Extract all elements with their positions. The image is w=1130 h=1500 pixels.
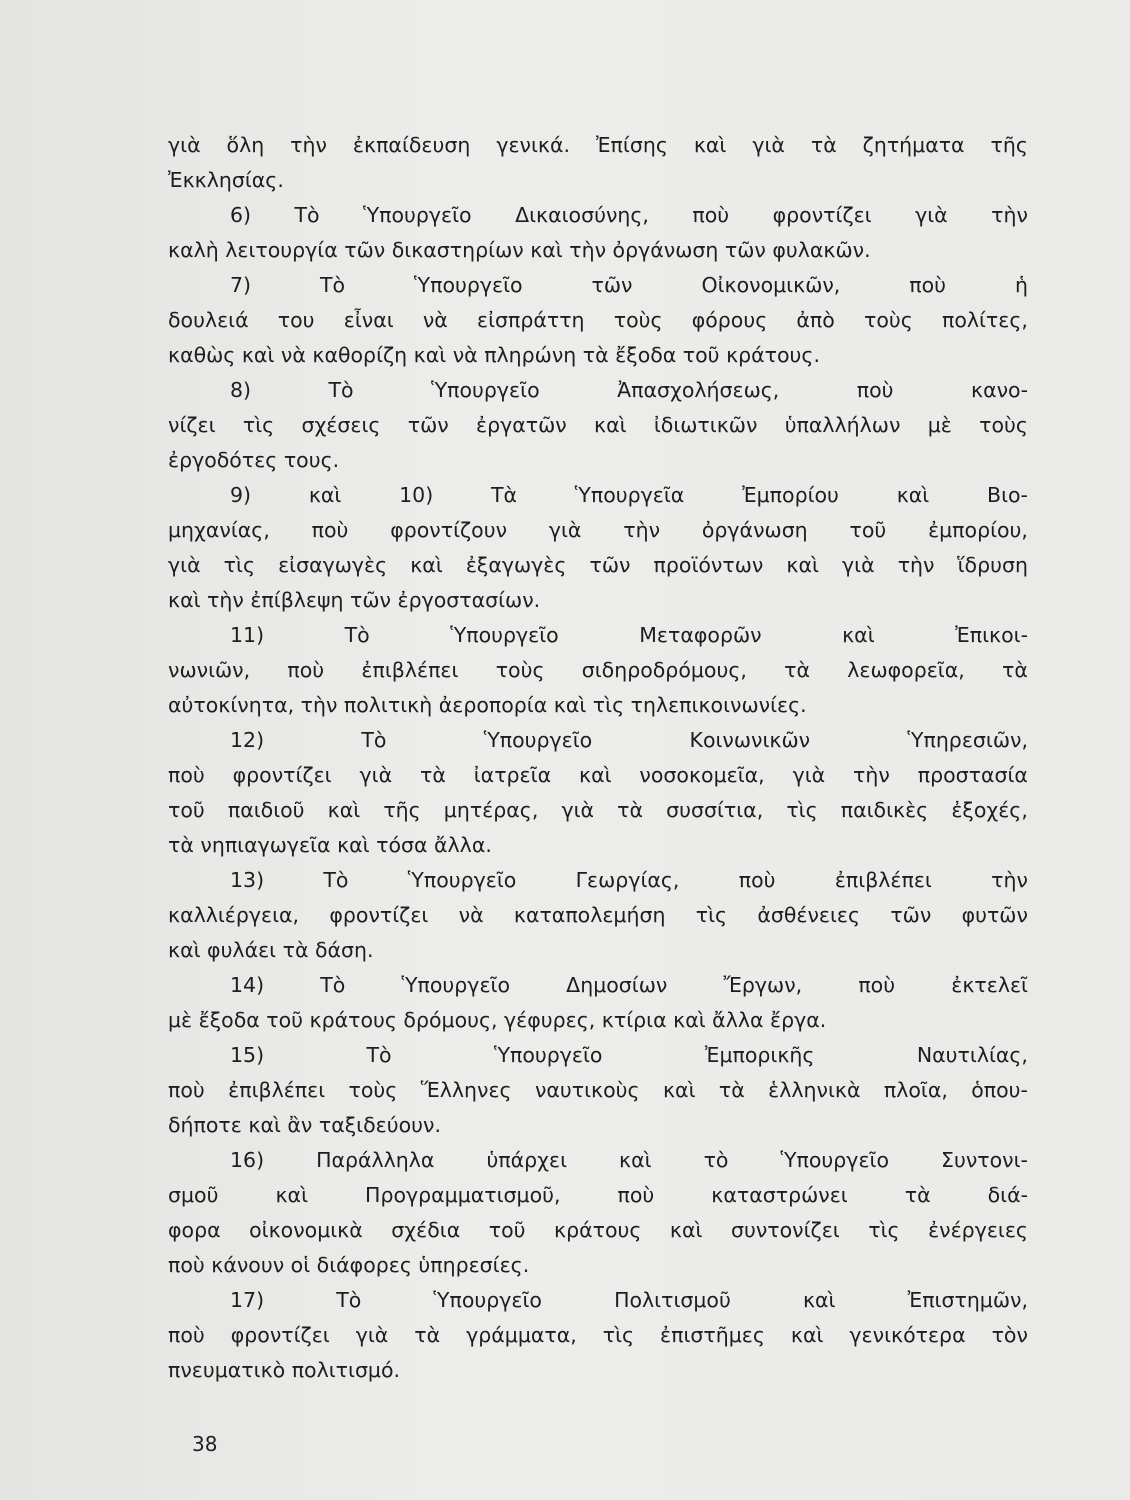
word: ἰδιωτικῶν xyxy=(653,413,758,437)
word: ποὺ xyxy=(311,518,349,542)
word: Τὸ xyxy=(366,1043,392,1067)
word: φροντίζει xyxy=(329,903,429,927)
word: ποὺ xyxy=(909,273,947,297)
word: καὶ xyxy=(578,763,612,787)
word: Ὑπουργεῖο xyxy=(407,868,517,892)
word: ὀργάνωση xyxy=(701,518,808,542)
word: τοὺς xyxy=(348,1078,398,1102)
word: τὶς xyxy=(242,413,275,437)
word: Τὸ xyxy=(320,273,346,297)
word: 12) xyxy=(230,728,265,752)
text-line xyxy=(168,618,1028,653)
word: τῶν xyxy=(591,273,633,297)
word: Συντονι- xyxy=(941,1148,1028,1172)
text-line xyxy=(168,758,1028,793)
word: γενικά. xyxy=(496,133,571,157)
word: γιὰ xyxy=(561,798,595,822)
word: Ὑπουργεῖα xyxy=(574,483,685,507)
word: ἀσθένειες xyxy=(757,903,861,927)
word: τῶν xyxy=(890,903,932,927)
word: καὶ xyxy=(410,553,443,577)
word: τῆς xyxy=(383,798,421,822)
text-line xyxy=(168,268,1028,303)
body-text xyxy=(168,128,1028,1388)
text-line xyxy=(168,1073,1028,1108)
word: καὶ xyxy=(327,798,361,822)
word: Ὑπουργεῖο xyxy=(493,1043,603,1067)
text-line xyxy=(168,793,1028,828)
text-line xyxy=(168,1143,1028,1178)
word: Τὸ xyxy=(361,728,387,752)
word: Δικαιοσύνης, xyxy=(515,203,649,227)
word: πολίτες, xyxy=(941,308,1028,332)
word: ὑπαλλήλων xyxy=(784,413,901,437)
word: 8) xyxy=(230,378,252,402)
word: σμοῦ xyxy=(168,1183,219,1207)
word: τοὺς xyxy=(495,658,545,682)
word: τοῦ xyxy=(488,1218,526,1242)
text-line xyxy=(168,898,1028,933)
text-line xyxy=(168,863,1028,898)
word: ἵδρυση xyxy=(957,553,1028,577)
word: νὰ xyxy=(458,903,484,927)
word: λεωφορεῖα, xyxy=(847,658,965,682)
word: Ἐμπορικῆς xyxy=(704,1043,815,1067)
word: Ὑπουργεῖο xyxy=(433,1288,542,1312)
word: Οἰκονομικῶν, xyxy=(701,273,841,297)
text-line xyxy=(168,198,1028,233)
word: Μεταφορῶν xyxy=(639,623,762,647)
word: ποὺ xyxy=(738,868,776,892)
word: ἐξαγωγὲς xyxy=(465,553,567,577)
word: ὁπου- xyxy=(971,1078,1028,1102)
word: ἐπιβλέπει xyxy=(228,1078,326,1102)
word: νωνιῶν, xyxy=(168,658,251,682)
word: γιὰ xyxy=(548,518,582,542)
word: καὶ xyxy=(786,553,819,577)
word: ποὺ xyxy=(287,658,325,682)
word: γράμματα, xyxy=(466,1323,577,1347)
word: ἐπιβλέπει xyxy=(361,658,459,682)
text-line: αὐτοκίνητα, τὴν πολιτικὴ ἀεροπορία καὶ τὶς τηλεπικοινωνίες. xyxy=(168,693,807,717)
word: δουλειά xyxy=(168,308,249,332)
word: τὸν xyxy=(991,1323,1028,1347)
word: τὰ xyxy=(718,1078,745,1102)
word: ἀπὸ xyxy=(796,308,835,332)
word: ἐνέργειες xyxy=(928,1218,1028,1242)
text-line xyxy=(168,1178,1028,1213)
word: φορα xyxy=(168,1218,221,1242)
word: Βιο- xyxy=(987,483,1028,507)
word: καταστρώνει xyxy=(711,1183,848,1207)
word: μηχανίας, xyxy=(168,518,270,542)
word: καὶ xyxy=(662,1078,696,1102)
word: φροντίζουν xyxy=(390,518,508,542)
word: καὶ xyxy=(669,1218,703,1242)
word: τῆς xyxy=(990,133,1028,157)
word: ποὺ xyxy=(168,763,205,787)
word: τὰ xyxy=(1002,658,1028,682)
text-line xyxy=(168,1283,1028,1318)
word: τὸ xyxy=(703,1148,729,1172)
word: Ὑπουργεῖο xyxy=(431,378,540,402)
text-line xyxy=(168,723,1028,758)
word: οἰκονομικὰ xyxy=(249,1218,363,1242)
word: γιὰ xyxy=(842,553,875,577)
word: ζητήματα xyxy=(862,133,965,157)
word: Κοινωνικῶν xyxy=(689,728,811,752)
word: Ἔργων, xyxy=(723,973,803,997)
text-line xyxy=(168,513,1028,548)
word: συντονίζει xyxy=(730,1218,840,1242)
word: καὶ xyxy=(842,623,875,647)
word: ποὺ xyxy=(617,1183,655,1207)
text-line xyxy=(168,1213,1028,1248)
word: καὶ xyxy=(308,483,342,507)
word: τοῦ xyxy=(168,798,205,822)
word: Γεωργίας, xyxy=(575,868,680,892)
word: φυτῶν xyxy=(961,903,1028,927)
word: 14) xyxy=(230,973,265,997)
text-line xyxy=(168,303,1028,338)
text-line xyxy=(168,1038,1028,1073)
word: προστασία xyxy=(917,763,1028,787)
word: Τὸ xyxy=(294,203,320,227)
word: Ὑπουργεῖο xyxy=(780,1148,890,1172)
word: Ὑπουργεῖο xyxy=(401,973,511,997)
word: τὰ xyxy=(810,133,837,157)
text-line: δήποτε καὶ ἂν ταξιδεύουν. xyxy=(168,1113,441,1137)
word: τὰ xyxy=(784,658,810,682)
word: πλοῖα, xyxy=(883,1078,948,1102)
word: ἐπιστῆμες xyxy=(660,1323,765,1347)
word: 16) xyxy=(230,1148,265,1172)
word: Τὸ xyxy=(320,973,346,997)
word: σιδηροδρόμους, xyxy=(581,658,747,682)
word: ἐμπορίου, xyxy=(928,518,1028,542)
text-line: καὶ φυλάει τὰ δάση. xyxy=(168,938,374,962)
word: προϊόντων xyxy=(653,553,764,577)
word: 6) xyxy=(230,203,252,227)
word: Τὸ xyxy=(344,623,370,647)
word: Ὑπηρεσιῶν, xyxy=(907,728,1028,752)
text-line: καλὴ λειτουργία τῶν δικαστηρίων καὶ τὴν ὀργάνωση τῶν φυλακῶν. xyxy=(168,238,871,262)
word: Ὑπουργεῖο xyxy=(450,623,559,647)
word: 17) xyxy=(230,1288,265,1312)
word: Δημοσίων xyxy=(566,973,668,997)
word: ποὺ xyxy=(168,1323,205,1347)
word: 15) xyxy=(230,1043,265,1067)
word: ναυτικοὺς xyxy=(534,1078,640,1102)
word: Ναυτιλίας, xyxy=(916,1043,1028,1067)
word: καὶ xyxy=(275,1183,309,1207)
word: ὅλη xyxy=(226,133,265,157)
text-line: Ἐκκλησίας. xyxy=(168,168,284,192)
text-line xyxy=(168,128,1028,163)
word: Τὰ xyxy=(490,483,518,507)
word: Ἀπασχολήσεως, xyxy=(617,378,780,402)
word: τοὺς xyxy=(864,308,913,332)
word: ἐργατῶν xyxy=(476,413,567,437)
text-line: ποὺ κάνουν οἱ διάφορες ὑπηρεσίες. xyxy=(168,1253,530,1277)
word: παιδικὲς xyxy=(840,798,929,822)
word: τὰ xyxy=(420,763,446,787)
word: τὶς xyxy=(695,903,728,927)
word: του xyxy=(277,308,315,332)
word: παιδιοῦ xyxy=(227,798,305,822)
word: διά- xyxy=(987,1183,1028,1207)
word: τὴν xyxy=(991,868,1028,892)
word: Ἕλληνες xyxy=(420,1078,512,1102)
word: μὲ xyxy=(927,413,952,437)
word: τὶς xyxy=(602,1323,635,1347)
word: εἰσπράττη xyxy=(477,308,585,332)
word: σχέδια xyxy=(391,1218,461,1242)
word: 7) xyxy=(230,273,252,297)
word: νὰ xyxy=(422,308,448,332)
text-line xyxy=(168,653,1028,688)
word: γιὰ xyxy=(359,763,393,787)
text-line xyxy=(168,373,1028,408)
word: Τὸ xyxy=(328,378,354,402)
word: τὶς xyxy=(786,798,818,822)
word: ἑλληνικὰ xyxy=(768,1078,861,1102)
word: ἐκτελεῖ xyxy=(951,973,1028,997)
word: φροντίζει xyxy=(772,203,872,227)
text-line: καθὼς καὶ νὰ καθορίζη καὶ νὰ πληρώνη τὰ ἔξοδα τοῦ κράτους. xyxy=(168,343,820,367)
word: Πολιτισμοῦ xyxy=(614,1288,731,1312)
word: Ἐμπορίου xyxy=(742,483,839,507)
word: Ἐπιστημῶν, xyxy=(907,1288,1028,1312)
word: τὴν xyxy=(290,133,327,157)
word: συσσίτια, xyxy=(666,798,764,822)
word: καὶ xyxy=(790,1323,824,1347)
text-line: καὶ τὴν ἐπίβλεψη τῶν ἐργοστασίων. xyxy=(168,588,541,612)
word: τὴν xyxy=(853,763,890,787)
word: ποὺ xyxy=(692,203,730,227)
word: καὶ xyxy=(802,1288,836,1312)
text-line xyxy=(168,408,1028,443)
word: φόρους xyxy=(691,308,768,332)
text-line: μὲ ἔξοδα τοῦ κράτους δρόμους, γέφυρες, κτίρια καὶ ἄλλα ἔργα. xyxy=(168,1008,827,1032)
word: ἐκπαίδευση xyxy=(352,133,471,157)
word: νίζει xyxy=(168,413,216,437)
word: τὶς xyxy=(223,553,255,577)
word: γιὰ xyxy=(168,133,201,157)
word: Ἐπίσης xyxy=(595,133,668,157)
word: 11) xyxy=(230,623,265,647)
word: Ὑπουργεῖο xyxy=(363,203,472,227)
text-line xyxy=(168,548,1028,583)
word: ἡ xyxy=(1014,273,1028,297)
word: τὴν xyxy=(897,553,935,577)
word: τὰ xyxy=(414,1323,441,1347)
word: ποὺ xyxy=(856,378,894,402)
word: σχέσεις xyxy=(301,413,381,437)
word: καλλιέργεια, xyxy=(168,903,300,927)
word: γενικότερα xyxy=(849,1323,966,1347)
word: καὶ xyxy=(594,413,627,437)
word: ἰατρεῖα xyxy=(473,763,552,787)
word: τοῦ xyxy=(849,518,887,542)
word: Ἐπικοι- xyxy=(955,623,1028,647)
word: γιὰ xyxy=(752,133,785,157)
word: καὶ xyxy=(896,483,930,507)
word: ποὺ xyxy=(168,1078,205,1102)
word: γιὰ xyxy=(915,203,948,227)
word: καταπολεμήση xyxy=(513,903,666,927)
word: Τὸ xyxy=(323,868,349,892)
word: τὰ xyxy=(904,1183,931,1207)
word: τὴν xyxy=(623,518,661,542)
text-line: πνευματικὸ πολιτισμό. xyxy=(168,1358,401,1382)
word: τοὺς xyxy=(613,308,663,332)
word: ἐξοχές, xyxy=(951,798,1028,822)
word: κράτους xyxy=(554,1218,642,1242)
word: γιὰ xyxy=(168,553,201,577)
word: καὶ xyxy=(693,133,727,157)
word: τοὺς xyxy=(979,413,1028,437)
word: κανο- xyxy=(971,378,1028,402)
word: εἶναι xyxy=(343,308,394,332)
word: τὰ xyxy=(617,798,644,822)
page-number: 38 xyxy=(192,1432,218,1456)
word: Προγραμματισμοῦ, xyxy=(365,1183,561,1207)
word: γιὰ xyxy=(792,763,826,787)
word: τὴν xyxy=(991,203,1028,227)
text-line xyxy=(168,478,1028,513)
word: Ὑπουργεῖο xyxy=(414,273,523,297)
word: τῶν xyxy=(407,413,449,437)
word: τὶς xyxy=(868,1218,900,1242)
word: Ὑπουργεῖο xyxy=(483,728,593,752)
text-line xyxy=(168,968,1028,1003)
word: φροντίζει xyxy=(232,763,332,787)
text-line xyxy=(168,1318,1028,1353)
text-line: ἐργοδότες τους. xyxy=(168,448,340,472)
word: νοσοκομεῖα, xyxy=(639,763,765,787)
word: ἐπιβλέπει xyxy=(834,868,932,892)
word: ὑπάρχει xyxy=(486,1148,568,1172)
word: φροντίζει xyxy=(230,1323,330,1347)
text-line: τὰ νηπιαγωγεῖα καὶ τόσα ἄλλα. xyxy=(168,833,492,857)
word: ποὺ xyxy=(858,973,896,997)
word: καὶ xyxy=(619,1148,652,1172)
word: 9) xyxy=(230,483,252,507)
word: τῶν xyxy=(589,553,631,577)
word: Τὸ xyxy=(336,1288,362,1312)
word: 10) xyxy=(399,483,434,507)
word: γιὰ xyxy=(355,1323,389,1347)
word: Παράλληλα xyxy=(316,1148,435,1172)
word: μητέρας, xyxy=(443,798,539,822)
word: 13) xyxy=(230,868,265,892)
word: εἰσαγωγὲς xyxy=(278,553,388,577)
